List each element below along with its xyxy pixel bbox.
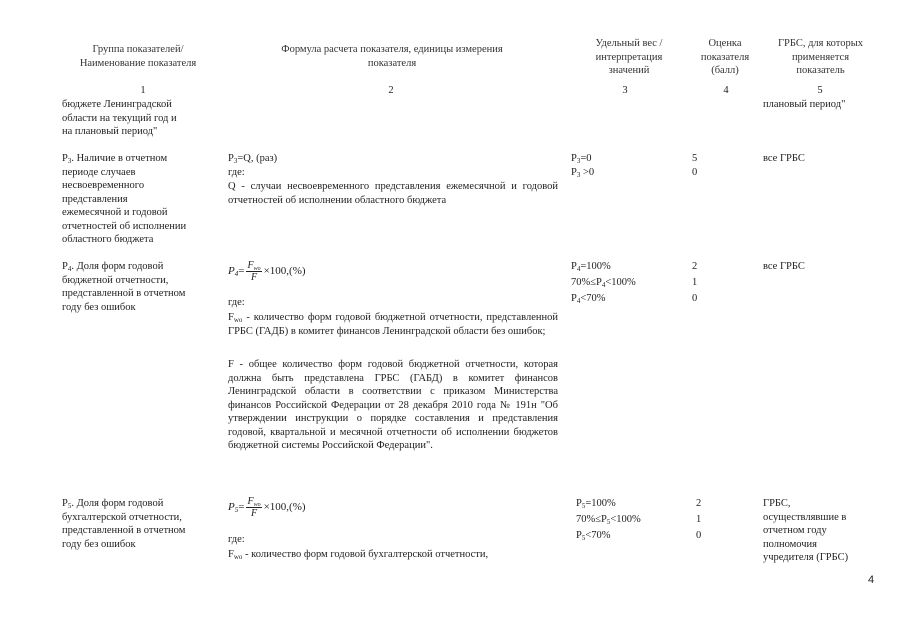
- header-col-score: Оценка показателя (балл): [700, 38, 750, 76]
- indicator-p4-score-3: 0: [692, 293, 698, 304]
- indicator-p4-fwo-description: $F_{wo}$ - количество форм годовой бюджетной отчетности, представленной ГРБС (ГАДБ) в комитет финансов Ленинградской области без ошибок;: [228, 312, 558, 337]
- indicator-p5-score-1: 2: [696, 498, 702, 509]
- header-col-group: Группа показателей/ Наименование показателя: [79, 44, 197, 69]
- indicator-p3-formula: $P_3=Q$, (раз): [228, 153, 278, 165]
- col-number-4: 4: [723, 85, 729, 96]
- indicator-p5-fwo-description: $F_{wo}$ - количество форм годовой бухгалтерской отчетности,: [228, 549, 489, 561]
- fraction: $\frac{F_{wo}}{F}$: [247, 496, 261, 519]
- col-number-3: 3: [622, 85, 628, 96]
- indicator-p5-score-2: 1: [696, 514, 702, 525]
- indicator-p3-where: где:: [228, 167, 245, 178]
- indicator-p5-score-3: 0: [696, 530, 702, 541]
- indicator-p4-formula: $P_4=$ $\frac{F_{wo}}{F}$ ×100,(%): [228, 260, 306, 283]
- indicator-p5-grbs: ГРБС, осуществлявшие в отчетном году полномочия учредителя (ГРБС): [763, 498, 849, 563]
- carryover-grbs: плановый период": [763, 99, 846, 110]
- indicator-p5-interp-1: $P_5=100\%$: [576, 498, 616, 510]
- indicator-p5-interp-2: $70\%\le P_5<100\%$: [576, 514, 641, 526]
- indicator-p4-interp-2: $70\%\le P_4<100\%$: [571, 277, 636, 289]
- col-number-5: 5: [817, 85, 823, 96]
- indicator-p3-score-2: 0: [692, 167, 698, 178]
- indicator-p4-where: где:: [228, 297, 245, 308]
- indicator-p3-name: $P_3$. Наличие в отчетном периоде случаев несвоевременного представления ежемесячной и годовой отчетностей об исполнении областного бюджета: [62, 153, 187, 245]
- page-number: 4: [868, 574, 875, 586]
- col-number-2: 2: [388, 85, 394, 96]
- indicator-p4-f-description: F - общее количество форм годовой бюджетной отчетности, которая должна быть представлена ГРБС (ГАБД) в комитет финансов Ленинградской области в соответствии с приказом Министерства финансов Российской Федерации от 28 декабря 2010 года № 191н "Об утверждении инструкции о порядке составления и представления годовой, квартальной и месячной отчетности об исполнении бюджетов бюджетной системы Российской Федерации".: [228, 359, 558, 451]
- indicator-p4-score-2: 1: [692, 277, 698, 288]
- col-number-1: 1: [140, 85, 146, 96]
- indicator-p4-score-1: 2: [692, 261, 698, 272]
- header-col-weight: Удельный вес / интерпретация значений: [595, 38, 663, 76]
- indicator-p5-where: где:: [228, 534, 245, 545]
- indicator-p5-interp-3: $P_5<70\%$: [576, 530, 611, 542]
- indicator-p3-interp-2: $P_3 >0$: [571, 167, 595, 179]
- indicator-p3-grbs: все ГРБС: [763, 153, 805, 164]
- indicator-p4-interp-1: $P_4=100\%$: [571, 261, 611, 273]
- indicator-p5-formula: $P_5=$ $\frac{F_{wo}}{F}$ ×100,(%): [228, 496, 306, 519]
- indicator-p4-name: $P_4$. Доля форм годовой бюджетной отчетности, представленной в отчетном году без ошибок: [62, 261, 186, 313]
- indicator-p3-score-1: 5: [692, 153, 698, 164]
- indicator-p3-interp-1: $P_3=0$: [571, 153, 592, 165]
- fraction: $\frac{F_{wo}}{F}$: [247, 260, 261, 283]
- header-col-grbs: ГРБС, для которых применяется показатель: [777, 38, 864, 76]
- header-col-formula: Формула расчета показателя, единицы измерения показателя: [281, 44, 503, 69]
- indicator-p5-name: $P_5$. Доля форм годовой бухгалтерской отчетности, представленной в отчетном году без ошибок: [62, 498, 186, 550]
- indicator-p4-grbs: все ГРБС: [763, 261, 805, 272]
- indicator-p4-interp-3: $P_4<70\%$: [571, 293, 606, 305]
- indicator-p3-q-description: Q - случаи несвоевременного представления ежемесячной и годовой отчетностей об исполнении областного бюджета: [228, 181, 558, 206]
- carryover-name: бюджете Ленинградской области на текущий год и на плановый период": [62, 99, 177, 137]
